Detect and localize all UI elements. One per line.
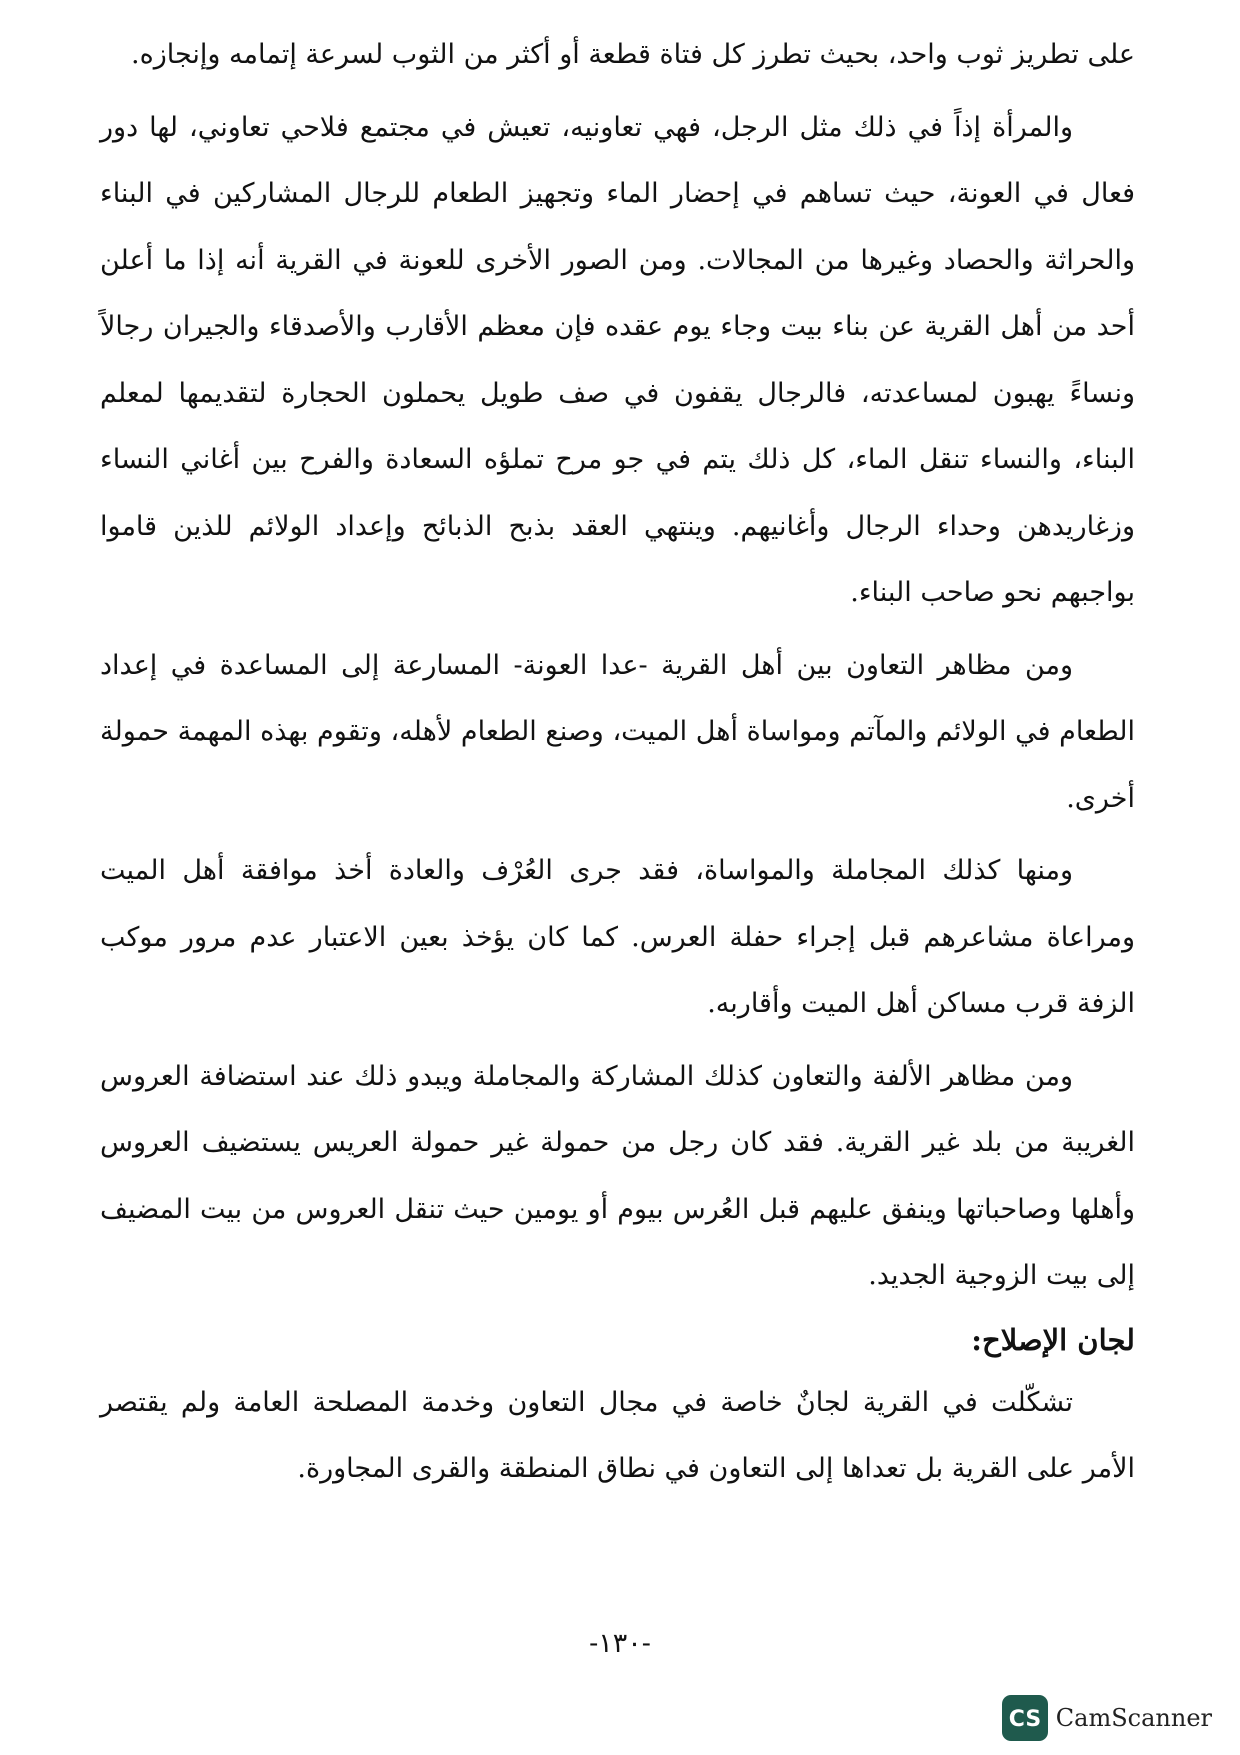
paragraph-continuation: على تطريز ثوب واحد، بحيث تطرز كل فتاة قطعة أو أكثر من الثوب لسرعة إتمامه وإنجازه.: [130, 39, 1135, 70]
section-heading-reconciliation: لجان الإصلاح:: [971, 1322, 1135, 1357]
paragraph-women-role: والمرأة إذاً في ذلك مثل الرجل، فهي تعاونيه، تعيش في مجتمع فلاحي تعاوني، لها دور فعال في العونة، حيث تساهم في إحضار الماء وتجهيز الطعام للرجال المشاركين في البناء والحراثة والحصاد وغيرها من المجالات. ومن الصور الأخرى للعونة في القرية أنه إذا ما أعلن أحد من أهل القرية عن بناء بيت وجاء يوم عقده فإن معظم الأقارب والأصدقاء والجيران رجالاً ونساءً يهبون لمساعدته، فالرجال يقفون في صف طويل يحملون الحجارة لتقديمها لمعلم البناء، والنساء تنقل الماء، كل ذلك يتم في جو مرح تملؤه السعادة والفرح بين أغاني النساء وزغاريدهن وحداء الرجال وأغانيهم. وينتهي العقد بذبح الذبائح وإعداد الولائم للذين قاموا بواجبهم نحو صاحب البناء.: [100, 111, 1135, 608]
camscanner-watermark: [1002, 1695, 1212, 1741]
paragraph-courtesy-condolence: ومنها كذلك المجاملة والمواساة، فقد جرى العُرْف والعادة أخذ موافقة أهل الميت ومراعاة مشاعرهم قبل إجراء حفلة العرس. كما كان يؤخذ بعين الاعتبار عدم مرور موكب الزفة قرب مساكن أهل الميت وأقاربه.: [100, 855, 1135, 1019]
camscanner-label: CamScanner: [1055, 1704, 1212, 1732]
svg-text:CS: CS: [1008, 1707, 1041, 1732]
paragraph-committees: تشكّلت في القرية لجانٌ خاصة في مجال التعاون وخدمة المصلحة العامة ولم يقتصر الأمر على القرية بل تعداها إلى التعاون في نطاق المنطقة والقرى المجاورة.: [100, 1386, 1135, 1484]
paragraph-cooperation-funerals: ومن مظاهر التعاون بين أهل القرية -عدا العونة- المسارعة إلى المساعدة في إعداد الطعام في الولائم والمآتم ومواساة أهل الميت، وصنع الطعام لأهله، وتقوم بهذه المهمة حمولة أخرى.: [100, 649, 1135, 814]
page-number: -١٣٠-: [589, 1628, 651, 1659]
document-body: [100, 22, 1135, 1503]
paragraph-hosting-bride: ومن مظاهر الألفة والتعاون كذلك المشاركة والمجاملة ويبدو ذلك عند استضافة العروس الغريبة من بلد غير القرية. فقد كان رجل من حمولة غير حمولة العريس يستضيف العروس وأهلها وصاحباتها وينفق عليهم قبل العُرس بيوم أو يومين حيث تنقل العروس من بيت المضيف إلى بيت الزوجية الجديد.: [100, 1060, 1135, 1291]
camscanner-logo-icon: [1002, 1695, 1048, 1741]
